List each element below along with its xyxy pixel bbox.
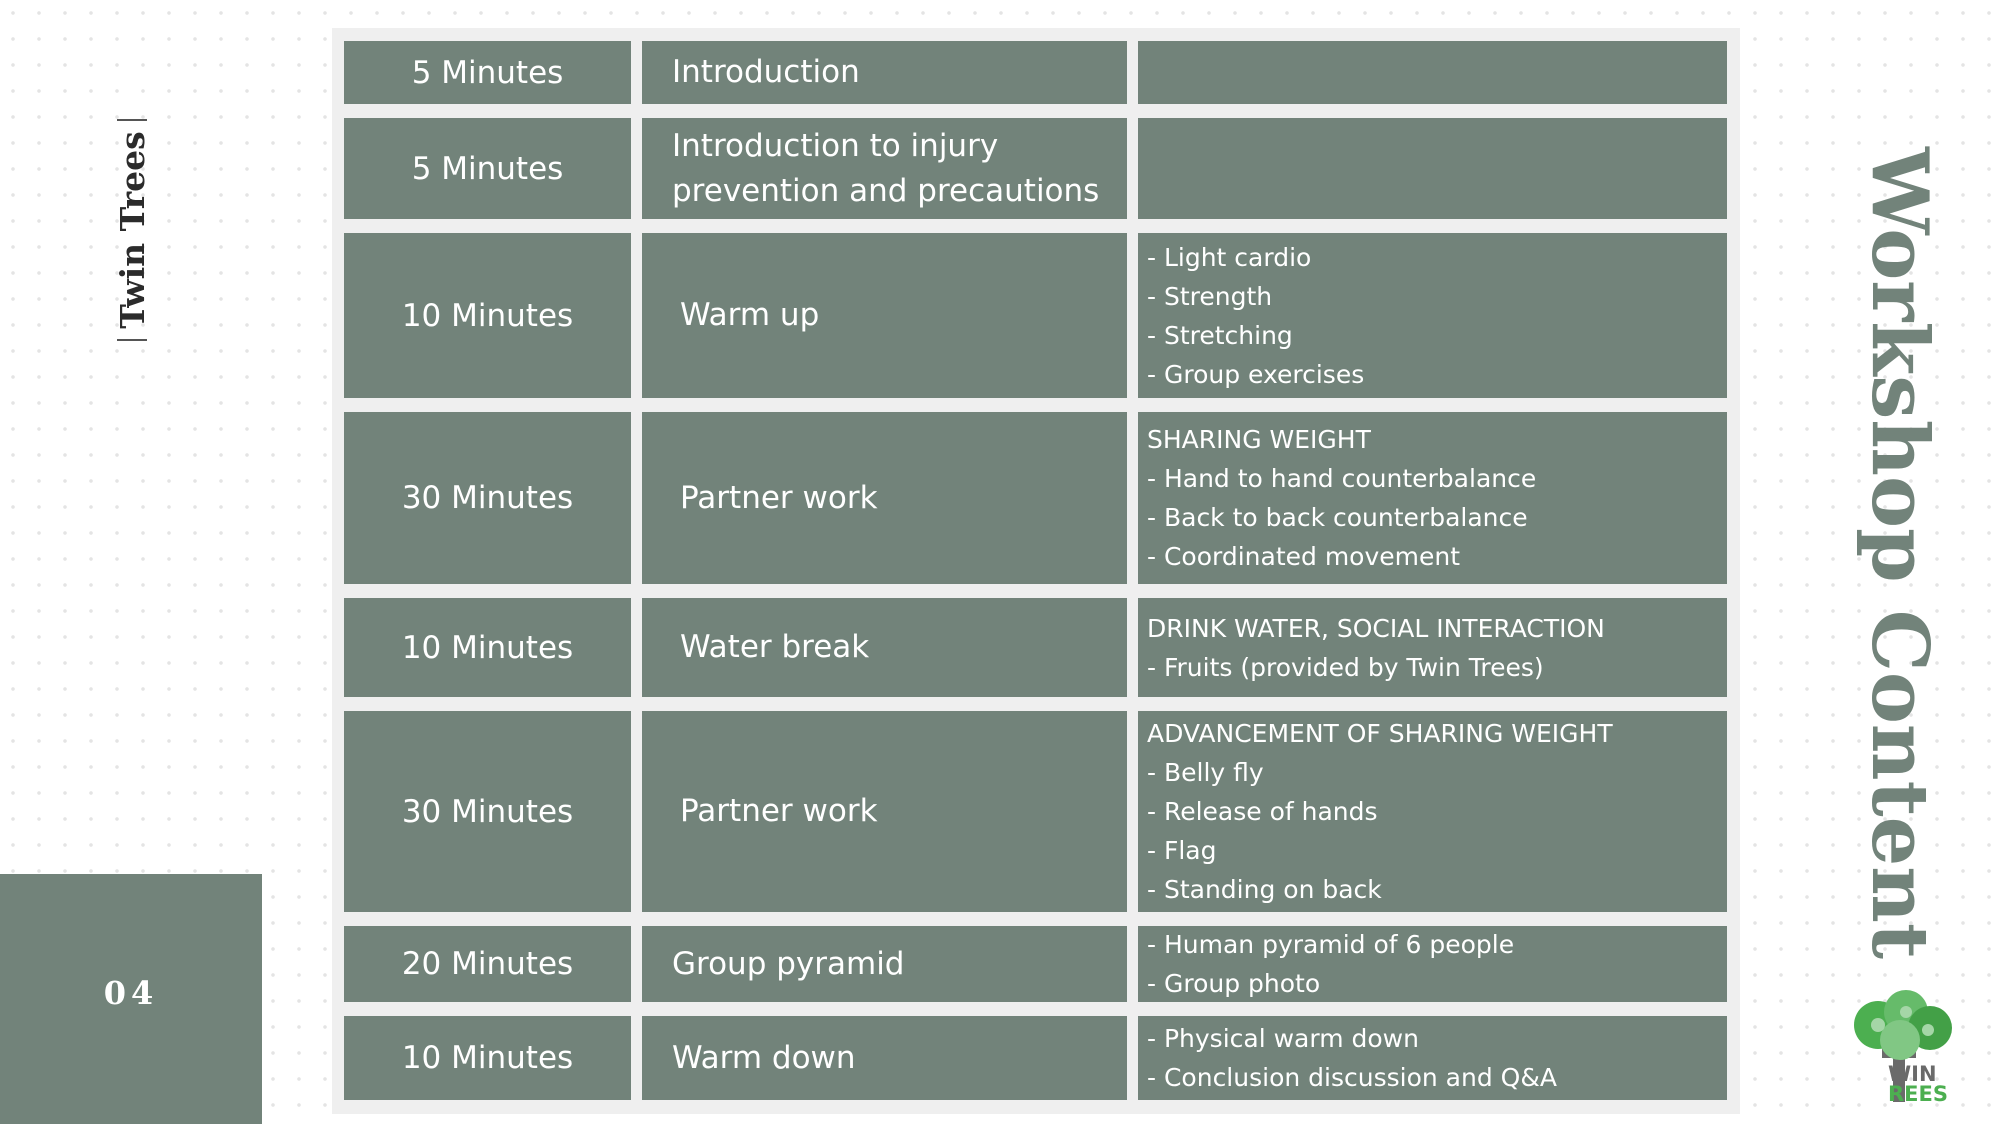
- activity-cell: Introduction: [642, 41, 1127, 104]
- detail-item: - Physical warm down: [1147, 1024, 1419, 1053]
- brand-name: Twin Trees: [112, 131, 152, 329]
- activity-cell: Warm down: [642, 1016, 1127, 1100]
- side-brand: [107, 80, 157, 380]
- detail-item: - Flag: [1147, 836, 1217, 865]
- details-cell: [1138, 711, 1727, 912]
- duration-cell: 5 Minutes: [344, 41, 631, 104]
- detail-item: - Back to back counterbalance: [1147, 503, 1528, 532]
- detail-item: - Hand to hand counterbalance: [1147, 464, 1537, 493]
- detail-item: - Stretching: [1147, 320, 1293, 350]
- divider: [117, 339, 147, 341]
- logo-wordmark: [1888, 1064, 1948, 1104]
- details-cell: [1138, 118, 1727, 219]
- page-number-box: [0, 874, 262, 1124]
- details-cell: [1138, 598, 1727, 697]
- logo-line-1: WIN: [1888, 1062, 1937, 1086]
- duration-cell: 20 Minutes: [344, 926, 631, 1002]
- divider: [117, 119, 147, 121]
- detail-heading: SHARING WEIGHT: [1147, 425, 1371, 454]
- duration-cell: 10 Minutes: [344, 233, 631, 398]
- detail-item: - Coordinated movement: [1147, 542, 1461, 571]
- detail-item: - Belly fly: [1147, 758, 1264, 787]
- detail-item: - Group exercises: [1147, 359, 1365, 389]
- details-cell: [1138, 926, 1727, 1002]
- page-number: 04: [103, 974, 159, 1012]
- detail-item: - Fruits (provided by Twin Trees): [1147, 652, 1544, 682]
- activity-cell: Partner work: [642, 711, 1127, 912]
- duration-cell: 10 Minutes: [344, 598, 631, 697]
- details-list: [1147, 714, 1613, 909]
- detail-heading: DRINK WATER, SOCIAL INTERACTION: [1147, 613, 1605, 643]
- details-list: [1147, 609, 1605, 687]
- details-cell: [1138, 1016, 1727, 1100]
- details-list: [1147, 925, 1514, 1003]
- duration-cell: 5 Minutes: [344, 118, 631, 219]
- slide-title: Workshop Content: [1854, 147, 1946, 959]
- duration-cell: 10 Minutes: [344, 1016, 631, 1100]
- details-cell: [1138, 412, 1727, 584]
- detail-item: - Group photo: [1147, 969, 1321, 998]
- duration-cell: 30 Minutes: [344, 711, 631, 912]
- activity-cell: Group pyramid: [642, 926, 1127, 1002]
- activity-cell: Water break: [642, 598, 1127, 697]
- details-list: [1147, 420, 1536, 576]
- duration-cell: 30 Minutes: [344, 412, 631, 584]
- detail-item: - Human pyramid of 6 people: [1147, 930, 1515, 959]
- logo-line-2: REES: [1888, 1082, 1948, 1106]
- details-list: [1147, 1019, 1557, 1097]
- details-cell: [1138, 233, 1727, 398]
- detail-item: - Strength: [1147, 281, 1273, 311]
- details-list: [1147, 238, 1364, 394]
- detail-item: - Standing on back: [1147, 875, 1382, 904]
- details-cell: [1138, 41, 1727, 104]
- detail-item: - Light cardio: [1147, 242, 1312, 272]
- activity-cell: Partner work: [642, 412, 1127, 584]
- activity-cell: Introduction to injury prevention and precautions: [642, 118, 1127, 219]
- detail-item: - Conclusion discussion and Q&A: [1147, 1063, 1557, 1092]
- detail-item: - Release of hands: [1147, 797, 1378, 826]
- activity-cell: Warm up: [642, 233, 1127, 398]
- detail-heading: ADVANCEMENT OF SHARING WEIGHT: [1147, 719, 1613, 748]
